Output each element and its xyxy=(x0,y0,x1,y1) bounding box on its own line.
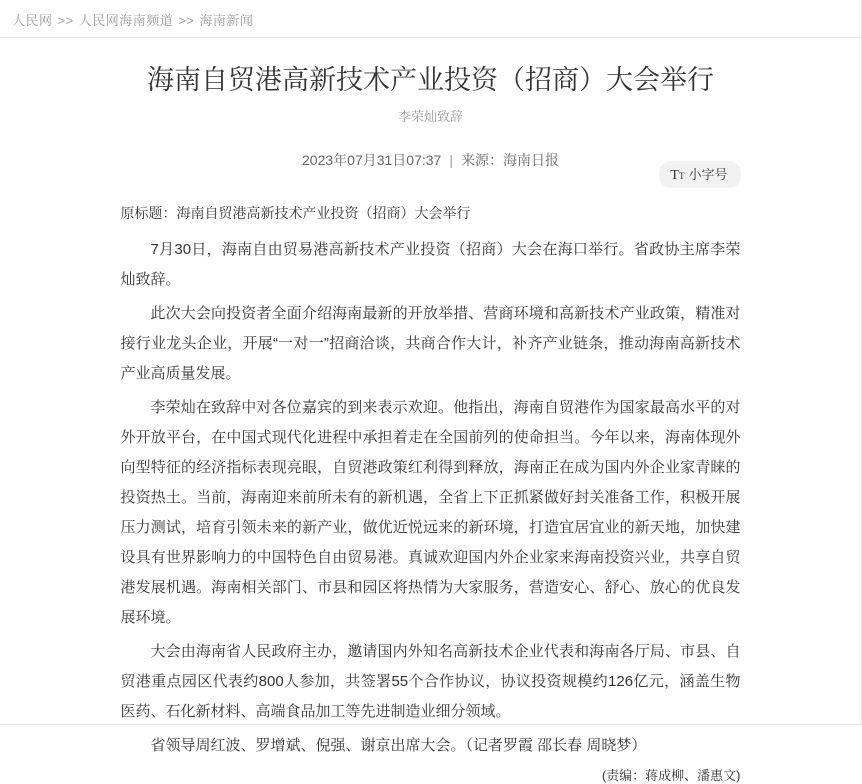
article-title: 海南自贸港高新技术产业投资（招商）大会举行 xyxy=(147,65,714,95)
font-size-icon: TT xyxy=(670,168,685,183)
article-body xyxy=(121,235,741,761)
original-title-line xyxy=(121,203,741,224)
font-size-button-label: 小字号 xyxy=(688,167,728,182)
article-paragraph: 此次大会向投资者全面介绍海南最新的开放举措、营商环境和高新技术产业政策，精准对接行业龙头企业，开展“一对一”招商洽谈，共商合作大计，补齐产业链条，推动海南高新技术产业高质量发展。 xyxy=(120,305,741,382)
article-paragraph: 7月30日，海南自由贸易港高新技术产业投资（招商）大会在海口举行。省政协主席李荣灿致辞。 xyxy=(120,241,741,288)
meta-divider: | xyxy=(449,152,453,168)
breadcrumb-separator: >> xyxy=(178,13,195,28)
breadcrumb-link-hainan-news[interactable]: 海南新闻 xyxy=(199,13,254,28)
article-subtitle: 李荣灿致辞 xyxy=(397,109,463,124)
article-paragraph: 李荣灿在致辞中对各位嘉宾的到来表示欢迎。他指出，海南自贸港作为国家最高水平的对外开放平台，在中国式现代化进程中承担着走在全国前列的使命担当。今年以来，海南体现外向型特征的经济指标表现亮眼，自贸港政策红利得到释放，海南正在成为国内外企业家青睐的投资热土。当前，海南迎来前所未有的新机遇，全省上下正抓紧做好封关准备工作，积极开展压力测试，培育引领未来的新产业，做优近悦远来的新环境，打造宜居宜业的新天地，加快建设具有世界影响力的中国特色自由贸易港。真诚欢迎国内外企业家来海南投资兴业，共享自贸港发展机遇。海南相关部门、市县和园区将热情为大家服务，营造安心、舒心、放心的优良发展环境。 xyxy=(120,399,741,626)
breadcrumb-separator: >> xyxy=(57,13,74,28)
breadcrumb-link-hainan-channel[interactable]: 人民网海南频道 xyxy=(78,13,174,28)
article-paragraph: 大会由海南省人民政府主办，邀请国内外知名高新技术企业代表和海南各厅局、市县、自贸港重点园区代表约800人参加，共签署55个合作协议，协议投资规模约126亿元，涵盖生物医药、石化新材料、高端食品加工等先进制造业细分领域。 xyxy=(120,643,741,720)
original-title-text: 海南自贸港高新技术产业投资（招商）大会举行 xyxy=(176,205,471,221)
editors-note: (责编：蒋成柳、潘惠文) xyxy=(601,768,741,783)
original-title-label: 原标题： xyxy=(120,205,177,221)
breadcrumb-link-peoples-daily[interactable]: 人民网 xyxy=(12,13,53,28)
font-size-button[interactable] xyxy=(659,161,740,188)
breadcrumb xyxy=(0,0,861,38)
article-paragraph: 省领导周红波、罗增斌、倪强、谢京出席大会。（记者罗霞 邵长春 周晓梦） xyxy=(150,737,647,754)
source-link[interactable]: 海南日报 xyxy=(502,152,559,168)
source-prefix: 来源： xyxy=(460,152,503,168)
article-container xyxy=(121,62,741,784)
publish-date: 2023年07月31日07:37 xyxy=(302,152,442,168)
dateline xyxy=(121,147,741,170)
article-meta xyxy=(121,147,741,185)
